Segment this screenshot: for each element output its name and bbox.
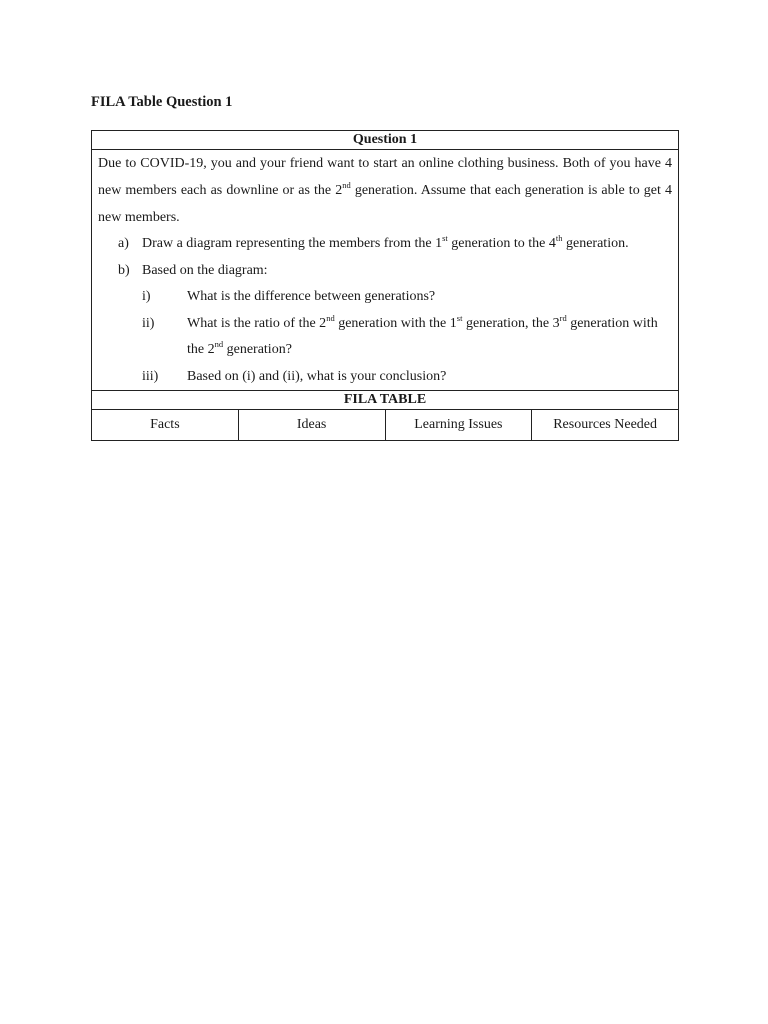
document-title: FILA Table Question 1 xyxy=(91,94,233,110)
list-text-a xyxy=(142,231,672,258)
question-header-row xyxy=(92,131,679,150)
list-item-a xyxy=(98,231,672,258)
list-text-b-iii: Based on (i) and (ii), what is your conclusion? xyxy=(187,368,447,384)
item-b-ii-sup-3: rd xyxy=(559,312,567,323)
list-marker-b: b) xyxy=(118,262,130,278)
fila-table-header: FILA TABLE xyxy=(92,391,679,410)
item-a-text-1: Draw a diagram representing the members from the 1 xyxy=(142,236,443,251)
fila-column-resources-needed: Resources Needed xyxy=(532,410,679,441)
fila-column-learning-issues: Learning Issues xyxy=(385,410,532,441)
item-b-ii-sup-2: st xyxy=(456,312,463,323)
fila-columns-row xyxy=(92,410,679,441)
item-a-sup-1: st xyxy=(442,233,448,243)
list-item-b xyxy=(98,258,672,285)
question-table xyxy=(91,130,679,441)
intro-sup: nd xyxy=(342,180,351,190)
list-item-b-ii xyxy=(98,311,672,364)
item-b-ii-text-2: generation with the 1 xyxy=(334,315,457,331)
list-item-b-i xyxy=(98,284,672,311)
question-intro xyxy=(98,150,672,231)
item-b-ii-text-4: generation with the 2 xyxy=(187,315,658,357)
item-a-text-3: generation. xyxy=(562,236,629,251)
item-b-ii-text-3: generation, the 3 xyxy=(462,315,560,331)
list-marker-b-i: i) xyxy=(142,289,151,304)
list-text-b-i: What is the difference between generations? xyxy=(187,289,436,304)
list-text-b: Based on the diagram: xyxy=(142,262,268,278)
fila-column-ideas: Ideas xyxy=(238,410,385,441)
list-marker-b-iii: iii) xyxy=(142,368,159,384)
question-body xyxy=(92,150,679,391)
list-item-b-iii xyxy=(98,364,672,391)
fila-column-facts: Facts xyxy=(92,410,239,441)
item-b-ii-sup-1: nd xyxy=(326,312,335,323)
fila-header-row xyxy=(92,391,679,410)
intro-text-2: generation. Assume that each generation is able to get 4 new members. xyxy=(98,183,672,225)
list-marker-b-ii: ii) xyxy=(142,315,155,331)
item-b-ii-sup-4: nd xyxy=(214,339,224,349)
item-b-ii-text-5: generation? xyxy=(223,342,292,357)
item-a-text-2: generation to the 4 xyxy=(447,236,556,251)
list-marker-a: a) xyxy=(118,236,129,251)
item-b-ii-text-1: What is the ratio of the 2 xyxy=(187,315,327,331)
list-text-b-ii xyxy=(187,311,672,364)
intro-text-1: Due to COVID-19, you and your friend want to start an online clothing business. Both of you have 4 new members each as downline or as the 2 xyxy=(98,156,672,198)
question-body-row xyxy=(92,150,679,391)
item-a-sup-2: th xyxy=(555,233,563,243)
question-header: Question 1 xyxy=(92,131,679,150)
